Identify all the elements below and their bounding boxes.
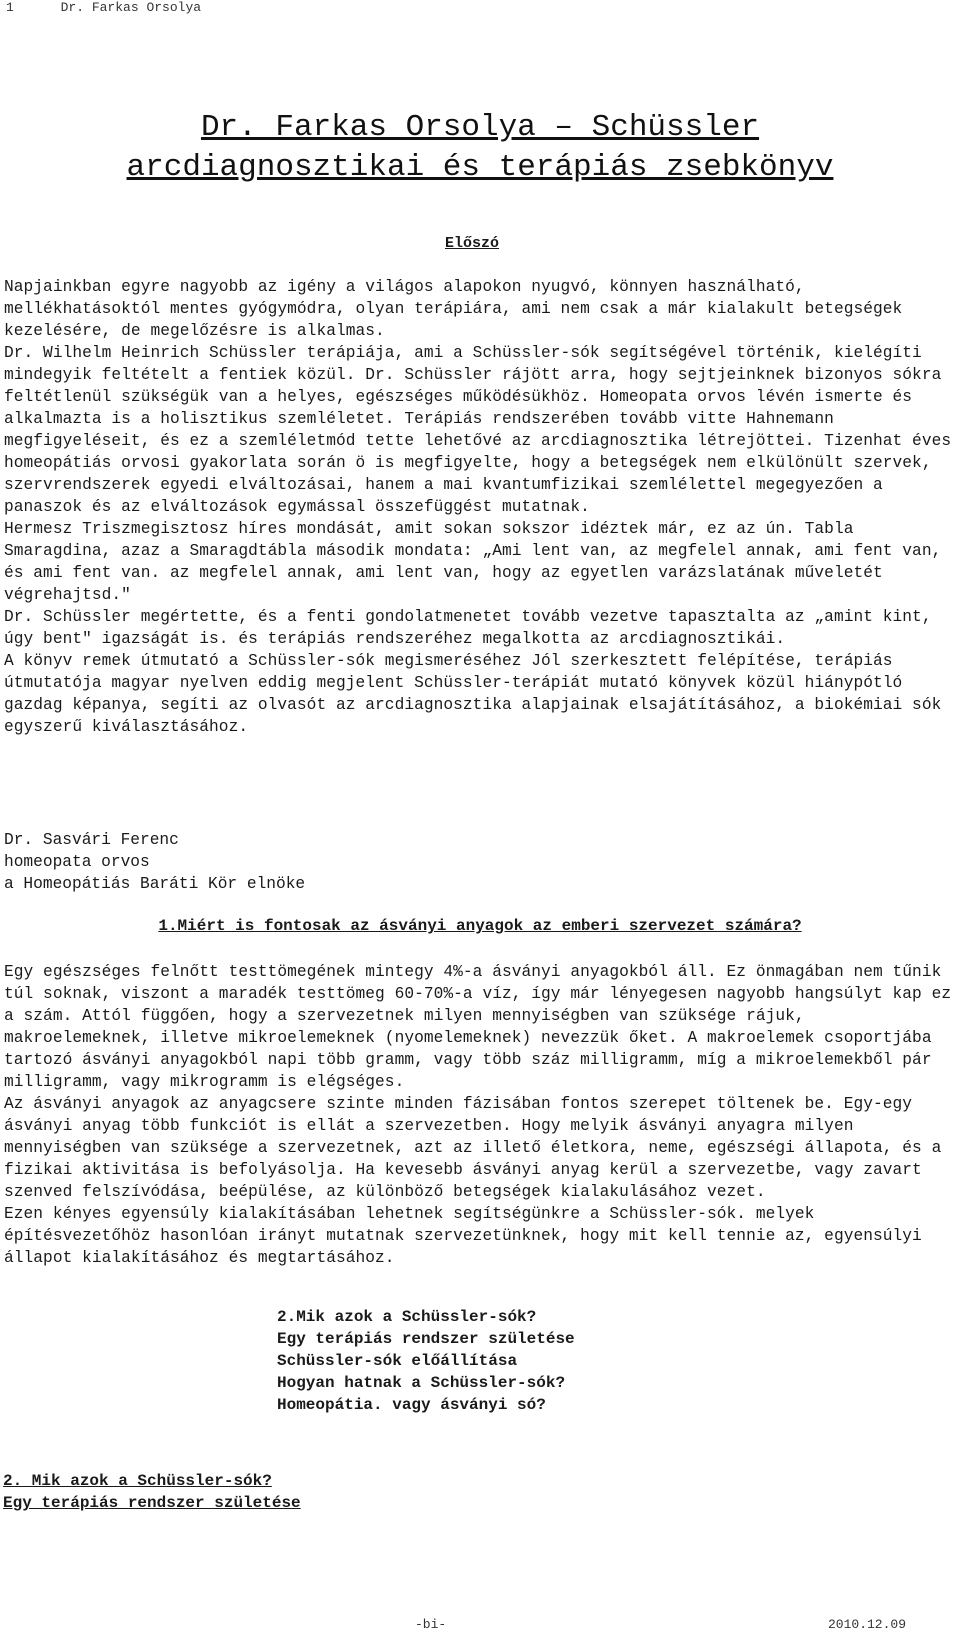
signature-role: a Homeopátiás Baráti Kör elnöke xyxy=(4,875,306,893)
running-header-author: Dr. Farkas Orsolya xyxy=(60,0,202,15)
signature-name: Dr. Sasvári Ferenc xyxy=(4,831,179,849)
section-2-heading-block xyxy=(3,1470,301,1514)
section-1-body xyxy=(4,961,956,1269)
foreword-paragraph: Napjainkban egyre nagyobb az igény a világos alapokon nyugvó, könnyen használható, mellékhatásoktól mentes gyógymódra, olyan terápiára, ami nem csak a már kialakult betegségek kezelésére, de megelőzésre is alkalmas. xyxy=(4,278,903,340)
footer-left: -bi- xyxy=(415,1617,447,1632)
foreword-signature xyxy=(4,829,305,895)
footer-date: 2010.12.09 xyxy=(828,1617,907,1632)
foreword-paragraph: Dr. Wilhelm Heinrich Schüssler terápiája, ami a Schüssler-sók segítségével történik, kielégíti mindegyik feltételt a fentiek közül. Dr. Schüssler rájött arra, hogy sejtjeinknek bizonyos sókra feltétlenül szükségük van a helyes, egészséges működésükhöz. Homeopata orvos lévén ismerte és alkalmazta is a holisztikus szemléletet. Terápiás rendszerében tovább vitte Hahnemann megfigyeléseit, és ez a szemléletmód tette lehetővé az arcdiagnosztika létrejöttei. Tizenhat éves homeopátiás orvosi gyakorlata során ö is megfigyelte, hogy a betegségek nem elkülönült szervek, szervrendszerek egyedi elváltozásai, hanem a mai kvantumfizikai szemlélettel megegyezően a panaszok és az elváltozások egymással összefüggést mutatnak. xyxy=(4,344,952,516)
foreword-paragraph: Dr. Schüssler megértette, és a fenti gondolatmenetet tovább vezetve tapasztalta az „amint kint, úgy bent" igazságát is. és terápiás rendszeréhez megalkotta az arcdiagnosztikái. xyxy=(4,608,932,648)
document-title-line-2: arcdiagnosztikai és terápiás zsebkönyv xyxy=(126,150,834,185)
toc-item: 2.Mik azok a Schüssler-sók? xyxy=(277,1308,537,1326)
toc-item: Homeopátia. vagy ásványi só? xyxy=(277,1396,546,1414)
section-1-paragraph: Ezen kényes egyensúly kialakításában lehetnek segítségünkre a Schüssler-sók. melyek építésvezetőhöz hasonlóan irányt mutatnak szervezetünknek, hogy mit kell tennie az, egyensúlyi állapot kialakításához és megtartásához. xyxy=(4,1205,922,1267)
foreword-heading: Előszó xyxy=(445,235,500,252)
section-2-heading: 2. Mik azok a Schüssler-sók? xyxy=(3,1472,272,1490)
section-1-heading: 1.Miért is fontosak az ásványi anyagok az emberi szervezet számára? xyxy=(158,917,802,935)
section-1-paragraph: Egy egészséges felnőtt testtömegének mintegy 4%-a ásványi anyagokból áll. Ez önmagában nem tűnik túl soknak, viszont a maradék testtömeg 60-70%-a víz, így már lényegesen nagyobb hangsúlyt kap ez a szám. Attól függően, hogy a szervezetnek milyen mennyiségben van szüksége rájuk, makroelemeknek, illetve mikroelemeknek (nyomelemeknek) nevezzük őket. A makroelemek csoportjába tartozó ásványi anyagokból napi több gramm, vagy több száz milligramm, míg a mikroelemekből pár milligramm, vagy mikrogramm is elégséges. xyxy=(4,963,952,1091)
toc-item: Hogyan hatnak a Schüssler-sók? xyxy=(277,1374,566,1392)
table-of-contents xyxy=(277,1306,575,1416)
document-title-line-1: Dr. Farkas Orsolya – Schüssler xyxy=(200,110,760,145)
toc-item: Schüssler-sók előállítása xyxy=(277,1352,518,1370)
page-number: 1 xyxy=(6,0,14,15)
toc-item: Egy terápiás rendszer születése xyxy=(277,1330,575,1348)
foreword-paragraph: A könyv remek útmutató a Schüssler-sók megismeréséhez Jól szerkesztett felépítése, terápiás útmutatója magyar nyelven eddig megjelent Schüssler-terápiát mutató könyvek közül hiánypótló gazdag képanya, segíti az olvasót az arcdiagnosztika alapjainak elsajátításához, a biokémiai sók egyszerű kiválasztásához. xyxy=(4,652,942,736)
section-2-subheading: Egy terápiás rendszer születése xyxy=(3,1494,301,1512)
foreword-paragraph: Hermesz Triszmegisztosz híres mondását, amit sokan sokszor idéztek már, ez az ún. Tabla Smaragdina, azaz a Smaragdtábla második mondata: „Ami lent van, az megfelel annak, ami fent van, és ami fent van. az megfelel annak, ami lent van, hogy az egyetlen varázslatának műveletét végrehajtsd." xyxy=(4,520,942,604)
signature-title: homeopata orvos xyxy=(4,853,150,871)
section-1-paragraph: Az ásványi anyagok az anyagcsere szinte minden fázisában fontos szerepet töltenek be. Egy-egy ásványi anyag több funkciót is ellát a szervezetben. Hogy melyik ásványi anyagra milyen mennyiségben van szüksége a szervezetnek, azt az illető életkora, neme, egészségi állapota, és a fizikai aktivitása is befolyásolja. Ha kevesebb ásványi anyag kerül a szervezetbe, vagy zavart szenved felszívódása, beépülése, az különböző betegségek kialakulásához vezet. xyxy=(4,1095,942,1201)
foreword-body xyxy=(4,276,956,738)
page-header xyxy=(6,0,201,15)
